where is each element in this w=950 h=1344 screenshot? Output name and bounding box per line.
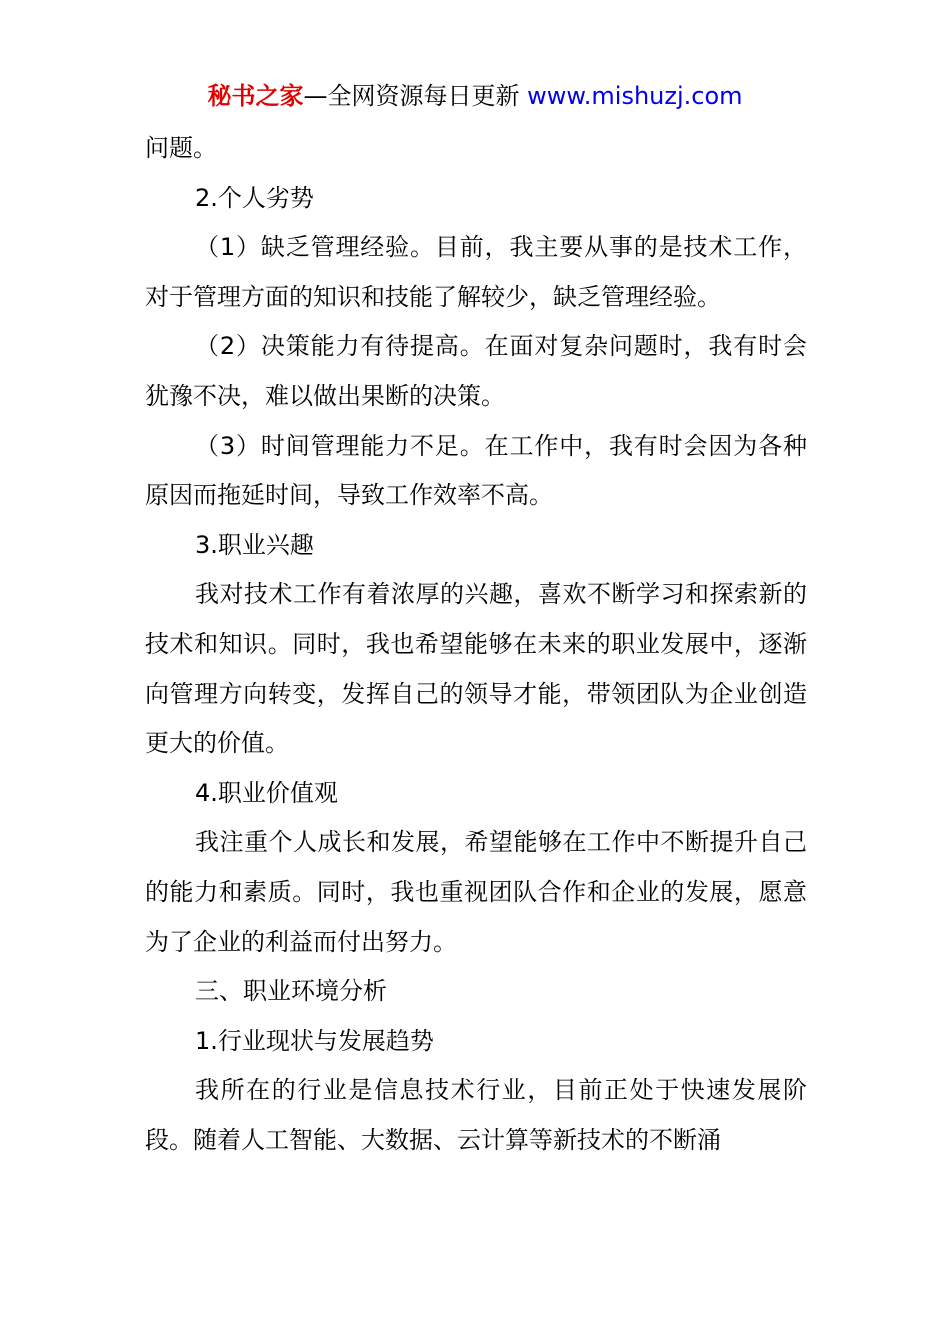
paragraph: （3）时间管理能力不足。在工作中，我有时会因为各种原因而拖延时间，导致工作效率不高。 (145, 431, 807, 510)
section-heading: 1.行业现状与发展趋势 (195, 1026, 434, 1055)
document-body (145, 124, 807, 1165)
site-link[interactable]: www.mishuzj.com (527, 82, 743, 110)
section-heading: 3.职业兴趣 (195, 530, 314, 559)
page-header (0, 79, 950, 113)
paragraph: （2）决策能力有待提高。在面对复杂问题时，我有时会犹豫不决，难以做出果断的决策。 (145, 332, 807, 410)
section-heading: 4.职业价值观 (195, 778, 338, 807)
paragraph: 我所在的行业是信息技术行业，目前正处于快速发展阶段。随着人工智能、大数据、云计算等新技术的不断涌 (145, 1076, 807, 1154)
paragraph: 我对技术工作有着浓厚的兴趣，喜欢不断学习和探索新的技术和知识。同时，我也希望能够在未来的职业发展中，逐渐向管理方向转变，发挥自己的领导才能，带领团队为企业创造更大的价值。 (145, 580, 807, 758)
paragraph: 问题。 (145, 134, 217, 162)
chapter-heading: 三、职业环境分析 (195, 977, 387, 1006)
section-heading: 2.个人劣势 (195, 183, 314, 212)
header-tagline: —全网资源每日更新 (303, 82, 520, 110)
brand-name: 秘书之家 (207, 82, 304, 110)
paragraph: （1）缺乏管理经验。目前，我主要从事的是技术工作，对于管理方面的知识和技能了解较少，缺乏管理经验。 (145, 233, 807, 311)
paragraph: 我注重个人成长和发展，希望能够在工作中不断提升自己的能力和素质。同时，我也重视团队合作和企业的发展，愿意为了企业的利益而付出努力。 (145, 828, 807, 956)
